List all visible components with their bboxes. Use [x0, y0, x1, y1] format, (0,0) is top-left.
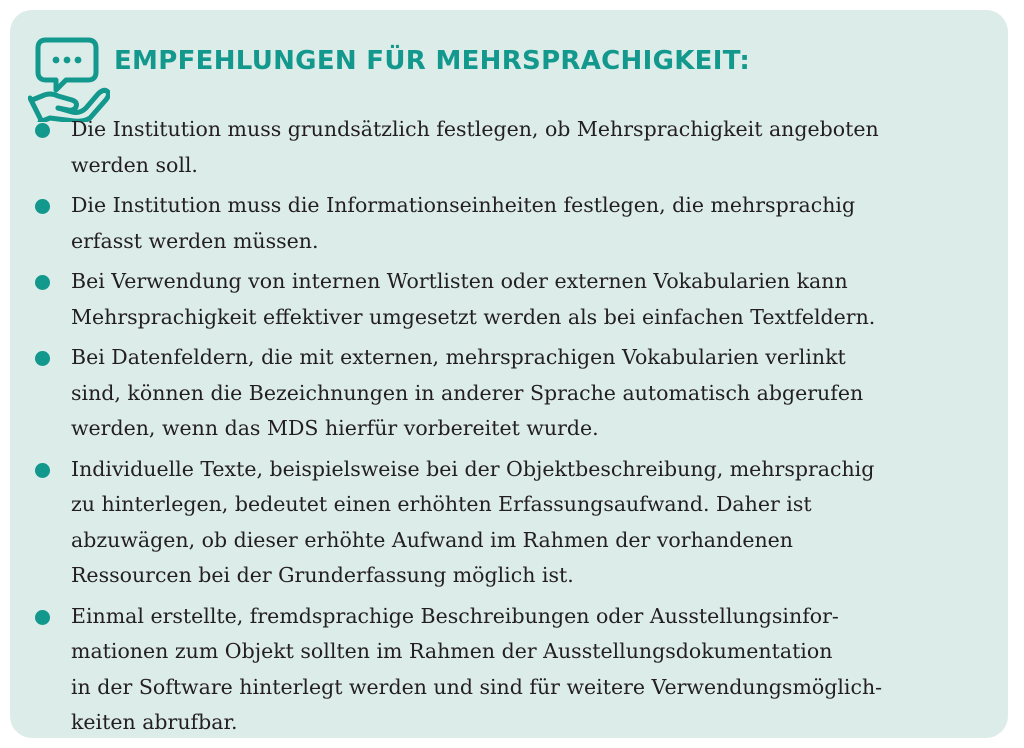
recommendation-item [0, 452, 1010, 594]
recommendation-text-line: abzuwägen, ob dieser erhöhte Aufwand im Rahmen der vorhandenen [71, 527, 793, 552]
bullet-dot-icon [35, 199, 50, 214]
recommendation-text-line: Die Institution muss die Informationseinheiten festlegen, die mehrsprachig [71, 193, 856, 217]
recommendation-item [0, 599, 1010, 741]
bullet-dot-icon [35, 463, 50, 478]
recommendation-text-line: Mehrsprachigkeit effektiver umgesetzt werden als bei einfachen Textfeldern. [71, 304, 876, 329]
bullet-dot-icon [35, 123, 50, 138]
recommendation-item [0, 112, 1010, 183]
recommendation-text-line: erfasst werden müssen. [71, 228, 319, 253]
bullet-dot-icon [35, 275, 50, 290]
recommendation-list [0, 112, 1010, 746]
recommendation-text-line: Einmal erstellte, fremdsprachige Beschreibungen oder Ausstellungsinfor- [71, 603, 839, 628]
recommendation-text-line: werden, wenn das MDS hierfür vorbereitet wurde. [71, 416, 599, 440]
recommendation-text-line: Ressourcen bei der Grunderfassung möglich ist. [71, 563, 574, 587]
recommendation-text-line: Bei Datenfeldern, die mit externen, mehrsprachigen Vokabularien verlinkt [71, 345, 846, 369]
recommendation-item [0, 264, 1010, 335]
recommendation-text-line: sind, können die Bezeichnungen in anderer Sprache automatisch abgerufen [71, 380, 864, 405]
recommendation-item [0, 340, 1010, 447]
recommendation-text-line: Bei Verwendung von internen Wortlisten oder externen Vokabularien kann [71, 269, 848, 293]
recommendation-text-line: mationen zum Objekt sollten im Rahmen der Ausstellungsdokumentation [71, 639, 833, 663]
bullet-dot-icon [35, 351, 50, 366]
recommendation-item [0, 188, 1010, 259]
bullet-dot-icon [35, 610, 50, 625]
recommendation-text-line: Individuelle Texte, beispielsweise bei der Objektbeschreibung, mehrsprachig [71, 456, 875, 481]
recommendation-text-line: werden soll. [71, 152, 198, 177]
recommendation-text-line: in der Software hinterlegt werden und sind für weitere Verwendungsmöglich- [71, 674, 883, 699]
speech-bubble-hand-icon [28, 34, 110, 122]
recommendation-text-line: keiten abrufbar. [71, 710, 238, 734]
box-title: EMPFEHLUNGEN FÜR MEHRSPRACHIGKEIT: [114, 46, 751, 76]
recommendation-text-line: zu hinterlegen, bedeutet einen erhöhten Erfassungsaufwand. Daher ist [71, 492, 812, 516]
recommendation-text-line: Die Institution muss grundsätzlich festlegen, ob Mehrsprachigkeit angeboten [71, 117, 879, 141]
